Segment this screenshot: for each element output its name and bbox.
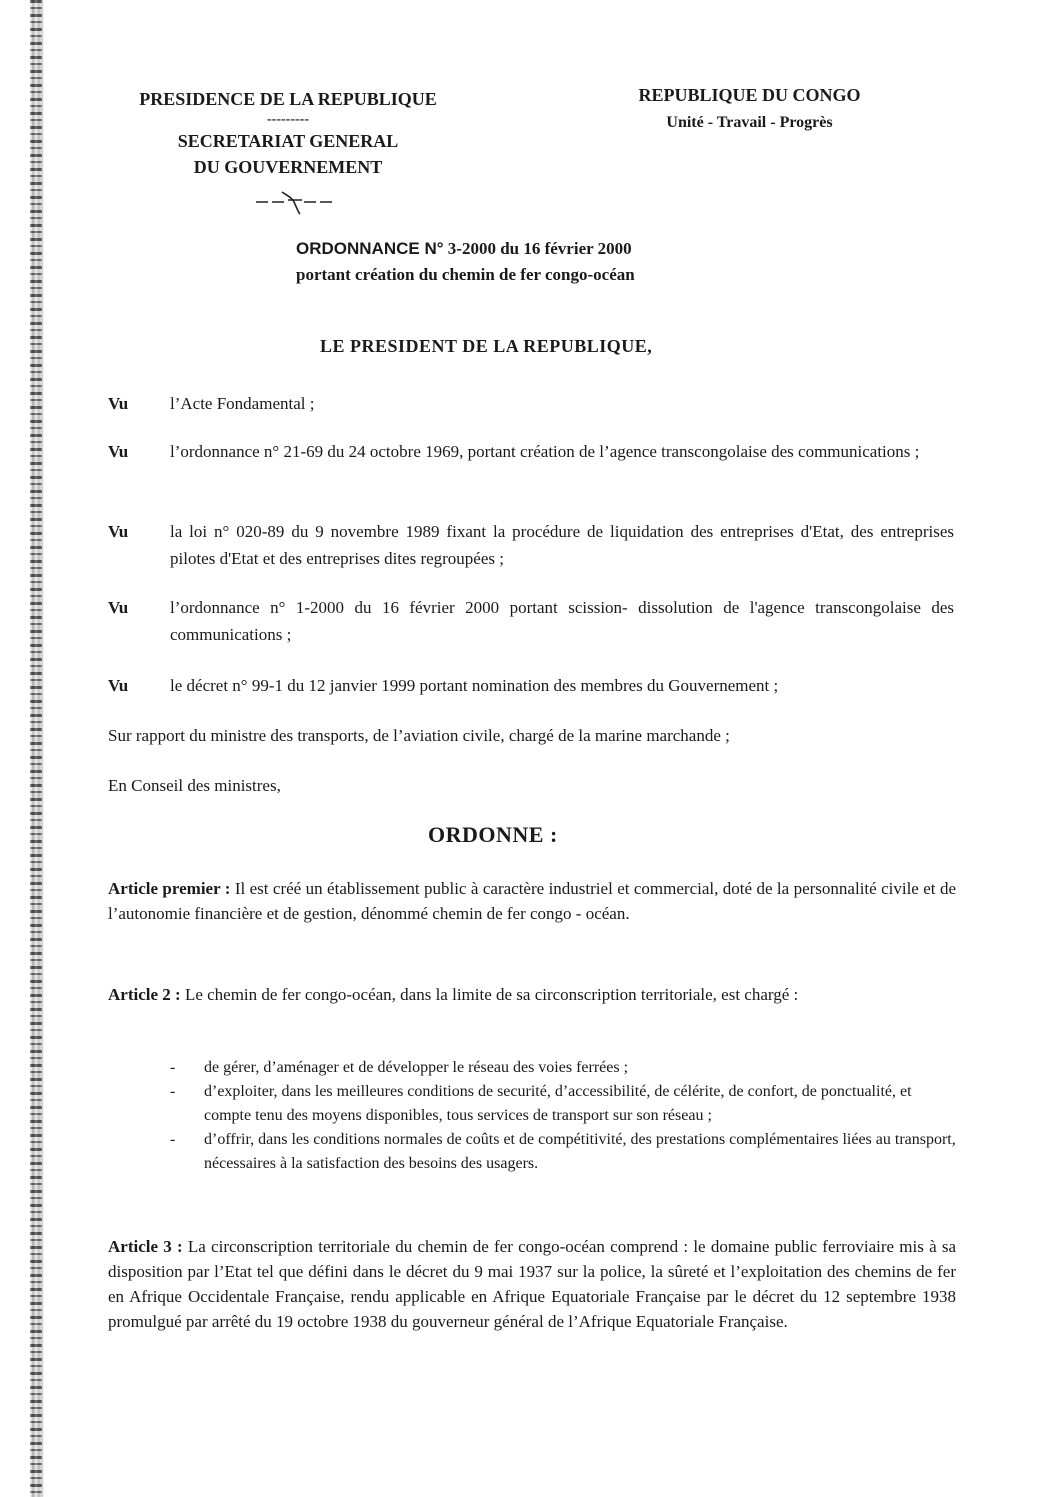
list-item — [170, 1128, 960, 1176]
article-1 — [108, 876, 956, 926]
vu-item — [108, 594, 954, 648]
bullet-text: d’exploiter, dans les meilleures conditions de securité, d’accessibilité, de célérite, de confort, de ponctualité, et compte tenu des moyens disponibles, tous services de transport sur son réseau ; — [204, 1083, 912, 1124]
vu-item — [108, 518, 954, 572]
article-3-text: La circonscription territoriale du chemin de fer congo-océan comprend : le domaine public ferroviaire mis à sa disposition par l’Etat tel que défini dans le décret du 9 mai 1937 sur la police, la sûreté et l’exploitation des chemins de fer en Afrique Occidentale Française, rendu applicable en Afrique Equatoriale Française par le décret du 12 septembre 1938 promulgué par arrêté du 19 octobre 1938 du gouverneur général de l’Afrique Equatoriale Française. — [108, 1237, 957, 1331]
rapport-line: Sur rapport du ministre des transports, de l’aviation civile, chargé de la marine marchande ; — [108, 726, 730, 745]
country-name: REPUBLIQUE DU CONGO — [638, 85, 861, 105]
bullet-text: de gérer, d’aménager et de développer le réseau des voies ferrées ; — [204, 1059, 629, 1076]
vu-text: le décret n° 99-1 du 12 janvier 1999 portant nomination des membres du Gouvernement ; — [170, 676, 779, 695]
vu-label: Vu — [108, 598, 129, 617]
vu-text: la loi n° 020-89 du 9 novembre 1989 fixant la procédure de liquidation des entreprises d'Etat, des entreprises pilotes d'Etat et des entreprises dites regroupées ; — [170, 522, 954, 568]
conseil-line: En Conseil des ministres, — [108, 776, 281, 795]
vu-item — [108, 672, 954, 699]
vu-label: Vu — [108, 394, 129, 413]
vu-label: Vu — [108, 522, 129, 541]
ordonnance-subject: portant création du chemin de fer congo-océan — [296, 265, 635, 284]
vu-text: l’ordonnance n° 21-69 du 24 octobre 1969, portant création de l’agence transcongolaise des communications ; — [170, 442, 920, 461]
ordonnance-title — [296, 236, 635, 288]
issuer-line-gouvernement: DU GOUVERNEMENT — [193, 157, 383, 177]
vu-label: Vu — [108, 676, 129, 695]
ordonnance-prefix: ORDONNANCE N° — [296, 239, 444, 258]
article-2 — [108, 982, 956, 1007]
country-motto: Unité - Travail - Progrès — [666, 114, 833, 131]
vu-text: l’ordonnance n° 1-2000 du 16 février 2000 portant scission- dissolution de l'agence transcongolaise des communications ; — [170, 598, 954, 644]
article-1-label: Article premier : — [108, 879, 231, 898]
bullet-dash: - — [170, 1059, 176, 1076]
president-heading: LE PRESIDENT DE LA REPUBLIQUE, — [320, 336, 653, 356]
article-2-label: Article 2 : — [108, 985, 181, 1004]
article-1-text: Il est créé un établissement public à caractère industriel et commercial, doté de la personnalité civile et de l’autonomie financière et de gestion, dénommé chemin de fer congo - océan. — [108, 879, 956, 923]
list-item — [170, 1080, 960, 1128]
issuer-separator: --------- — [267, 112, 309, 127]
vu-item — [108, 438, 954, 465]
list-item — [170, 1056, 960, 1080]
article-2-bullets — [170, 1056, 960, 1176]
article-3-label: Article 3 : — [108, 1237, 183, 1256]
vu-label: Vu — [108, 442, 129, 461]
ordonne-heading: ORDONNE : — [428, 822, 558, 847]
flourish-mark — [254, 186, 334, 216]
vu-item — [108, 390, 954, 417]
bullet-dash: - — [170, 1083, 176, 1100]
article-3 — [108, 1234, 956, 1334]
bullet-dash: - — [170, 1131, 176, 1148]
issuer-line-secretariat: SECRETARIAT GENERAL — [177, 131, 399, 151]
issuer-block — [108, 86, 468, 180]
ordonnance-number-date: 3-2000 du 16 février 2000 — [443, 239, 632, 258]
vu-text: l’Acte Fondamental ; — [170, 394, 315, 413]
article-2-text: Le chemin de fer congo-océan, dans la limite de sa circonscription territoriale, est chargé : — [180, 985, 799, 1004]
bullet-text: d’offrir, dans les conditions normales de coûts et de compétitivité, des prestations complémentaires liées au transport, nécessaires à la satisfaction des besoins des usagers. — [204, 1131, 956, 1172]
country-block — [612, 82, 887, 136]
scan-edge-artifact — [0, 0, 60, 1497]
issuer-line-presidence: PRESIDENCE DE LA REPUBLIQUE — [139, 89, 437, 109]
